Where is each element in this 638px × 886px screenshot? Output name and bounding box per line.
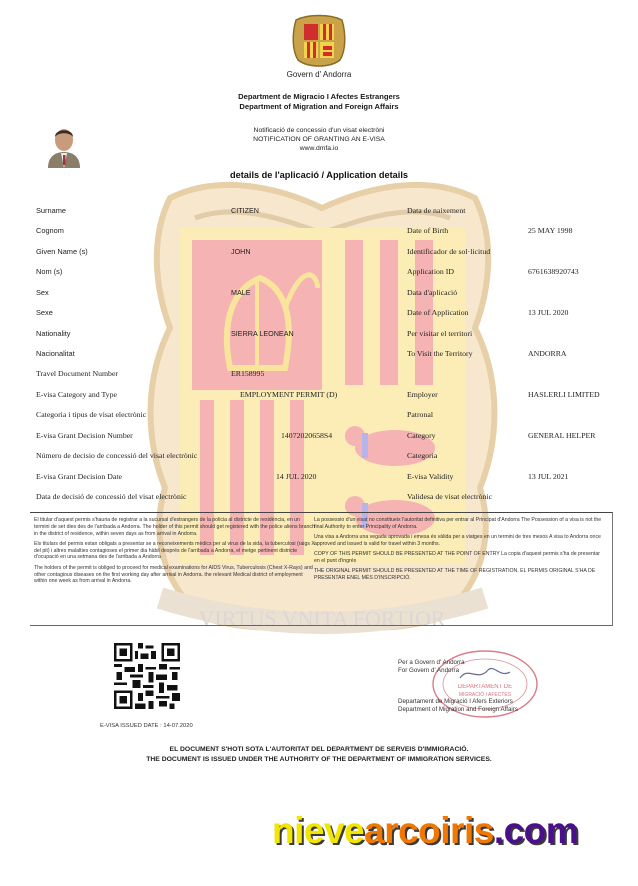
notice-column-left: El titular d'aquest permis s'hauria de registrar a la sucursal d'estrangers de la policia al districte de residència, en un termini de set dies des de l'arribada a Andorra. The holder of this permit should get registered with the police aliens branch in the district of residence, within seven days as from arrival in Andorra. Els titulars del permis estan obligats a presentar se a reconeixements mèdics per al virus de la sida, la tuberculosi (raigs X del pit) i altres malalties contagioses el primer dia hàbil després de l'arribada a Andorra, el metge pertinent districte d'ocupació en una setmana des de l'arribada a Andorra The holders of the permit is obliged to proceed for medical examinations for AIDS Virus, Tuberculosis (Chest X-Rays) and other contagious diseases on the first working day after arrival in Andorra. the relevant Medical district of employment within one week as from arrival in Andorra. bbox=[34, 517, 315, 585]
field-label-cognom: Cognom bbox=[36, 226, 64, 235]
notification-heading: Notificació de concessio d'un visat electròni NOTIFICATION OF GRANTING AN E-VISA www.dmfa.io bbox=[0, 126, 638, 153]
svg-text:MIGRACIÓ I AFECTES: MIGRACIÓ I AFECTES bbox=[458, 692, 512, 698]
field-value-date-of-application: 13 JUL 2020 bbox=[528, 308, 569, 317]
field-label-given-name: Given Name (s) bbox=[36, 247, 88, 256]
field-label-patronal: Patronal bbox=[407, 410, 433, 419]
field-value-given-name: JOHN bbox=[231, 247, 251, 256]
notice-box bbox=[30, 512, 613, 626]
section-title: details de l'aplicació / Application details bbox=[230, 170, 408, 180]
qr-code[interactable] bbox=[114, 643, 180, 709]
field-value-travel-document: ER158995 bbox=[231, 369, 265, 378]
field-label-data-naixement: Data de naixement bbox=[407, 206, 466, 215]
field-value-visa-validity: 13 JUL 2021 bbox=[528, 472, 569, 481]
brand-logo: nievearcoiris.com bbox=[272, 810, 579, 851]
field-label-date-of-application: Date of Application bbox=[407, 308, 469, 317]
field-label-employer: Employer bbox=[407, 390, 438, 399]
field-label-date-of-birth: Date of Birth bbox=[407, 226, 449, 235]
field-label-visa-category: E-visa Category and Type bbox=[36, 390, 117, 399]
field-label-data-aplicacio: Data d'aplicació bbox=[407, 288, 458, 297]
field-value-employer: HASLERLI LIMITED bbox=[528, 390, 600, 399]
field-label-per-visitar: Per visitar el territori bbox=[407, 329, 473, 338]
field-value-nationality: SIERRA LEONEAN bbox=[231, 329, 294, 338]
field-label-to-visit: To Visit the Territory bbox=[407, 349, 473, 358]
issued-date: E-VISA ISSUED DATE : 14-07.2020 bbox=[100, 723, 193, 729]
field-label-visa-validity: E-visa Validity bbox=[407, 472, 454, 481]
field-label-categoria-tipus: Categoria i tipus de visat electrònic bbox=[36, 410, 147, 419]
field-label-travel-document: Travel Document Number bbox=[36, 369, 118, 378]
field-label-identificador: Identificador de sol·licitud bbox=[407, 247, 491, 256]
authority-statement: EL DOCUMENT S'HOTI SOTA L'AUTORITAT DEL DEPARTMENT DE SERVEIS D'IMMIGRACIÓ. THE DOCUMENT IS ISSUED UNDER THE AUTHORITY OF THE DEPARTMENT OF IMMIGRATION SERVICES. bbox=[146, 746, 492, 763]
field-label-nacionalitat: Nacionalitat bbox=[36, 349, 75, 358]
field-value-sex: MALE bbox=[231, 288, 251, 297]
applicant-photo bbox=[46, 120, 82, 168]
field-label-sex: Sex bbox=[36, 288, 49, 297]
svg-text:DEPARTAMENT DE: DEPARTAMENT DE bbox=[457, 684, 513, 690]
field-label-nom: Nom (s) bbox=[36, 267, 63, 276]
field-value-decision-number: 14072020658S4 bbox=[281, 431, 333, 440]
notice-column-right: La possessio d'un visat no constitueix l'autoritat definitiva per entrar al Principat d'Andorra The Possession of a visa is not the final Authority to enter Principality of Andorra. Una visa a Andorra una vegada aprovada i emesa és vàlida per a viatges en un termini de tres mesos A visa to Andorra once approved and issued is valid for travel within 3 months. COPY OF THIS PERMIT SHOULD BE PRESENTED AT THE POINT OF ENTRY La copia d'aquest permis s'ha de presentar en el punt d'ingrés THE ORIGINAL PERMIT SHOULD BE PRESENTED AT THE TIME OF REGISTRATION. EL PERMIS ORIGINAL S'HA DE PRESENTAR ENEL MÉS D'INSCRIPCIÓ. bbox=[314, 517, 602, 582]
department-heading: Department de Migracio I Afectes Estrangers Department of Migration and Foreign Affairs bbox=[238, 92, 400, 111]
field-label-decision-number: E-visa Grant Decision Number bbox=[36, 431, 133, 440]
field-value-application-id: 6761638920743 bbox=[528, 267, 579, 276]
field-label-surname: Surname bbox=[36, 206, 66, 215]
field-label-decision-date: E-visa Grant Decision Date bbox=[36, 472, 122, 481]
field-label-validesa: Validesa de visat electrònic bbox=[407, 492, 493, 501]
field-value-visa-category: EMPLOYMENT PERMIT (D) bbox=[240, 390, 338, 399]
field-label-application-id: Application ID bbox=[407, 267, 454, 276]
field-value-decision-date: 14 JUL 2020 bbox=[276, 472, 317, 481]
field-label-nationality: Nationality bbox=[36, 329, 71, 338]
field-value-surname: CITIZEN bbox=[231, 206, 259, 215]
field-label-data-decisio: Data de decisió de concessió del visat electrònic bbox=[36, 492, 187, 501]
field-label-numero-decisio: Número de decisio de concessió del visat electrònic bbox=[36, 451, 198, 460]
website-link[interactable]: www.dmfa.io bbox=[299, 145, 339, 152]
svg-text:VIRTUS VNITA FORTIOR: VIRTUS VNITA FORTIOR bbox=[198, 606, 446, 631]
field-value-to-visit: ANDORRA bbox=[528, 349, 567, 358]
government-name: Govern d' Andorra bbox=[286, 70, 352, 79]
field-value-date-of-birth: 25 MAY 1998 bbox=[528, 226, 573, 235]
field-label-categoria: Categoria bbox=[407, 451, 438, 460]
field-value-category: GENERAL HELPER bbox=[528, 431, 596, 440]
field-label-sexe: Sexe bbox=[36, 308, 53, 317]
signature-block: Per a Govern d' Andorra For Govern d' Andorra Departament de Migració I Afers Exteriors Department of Migration and Foreign Affairs bbox=[398, 659, 518, 713]
field-label-category: Category bbox=[407, 431, 436, 440]
andorra-crest-icon bbox=[290, 14, 348, 70]
